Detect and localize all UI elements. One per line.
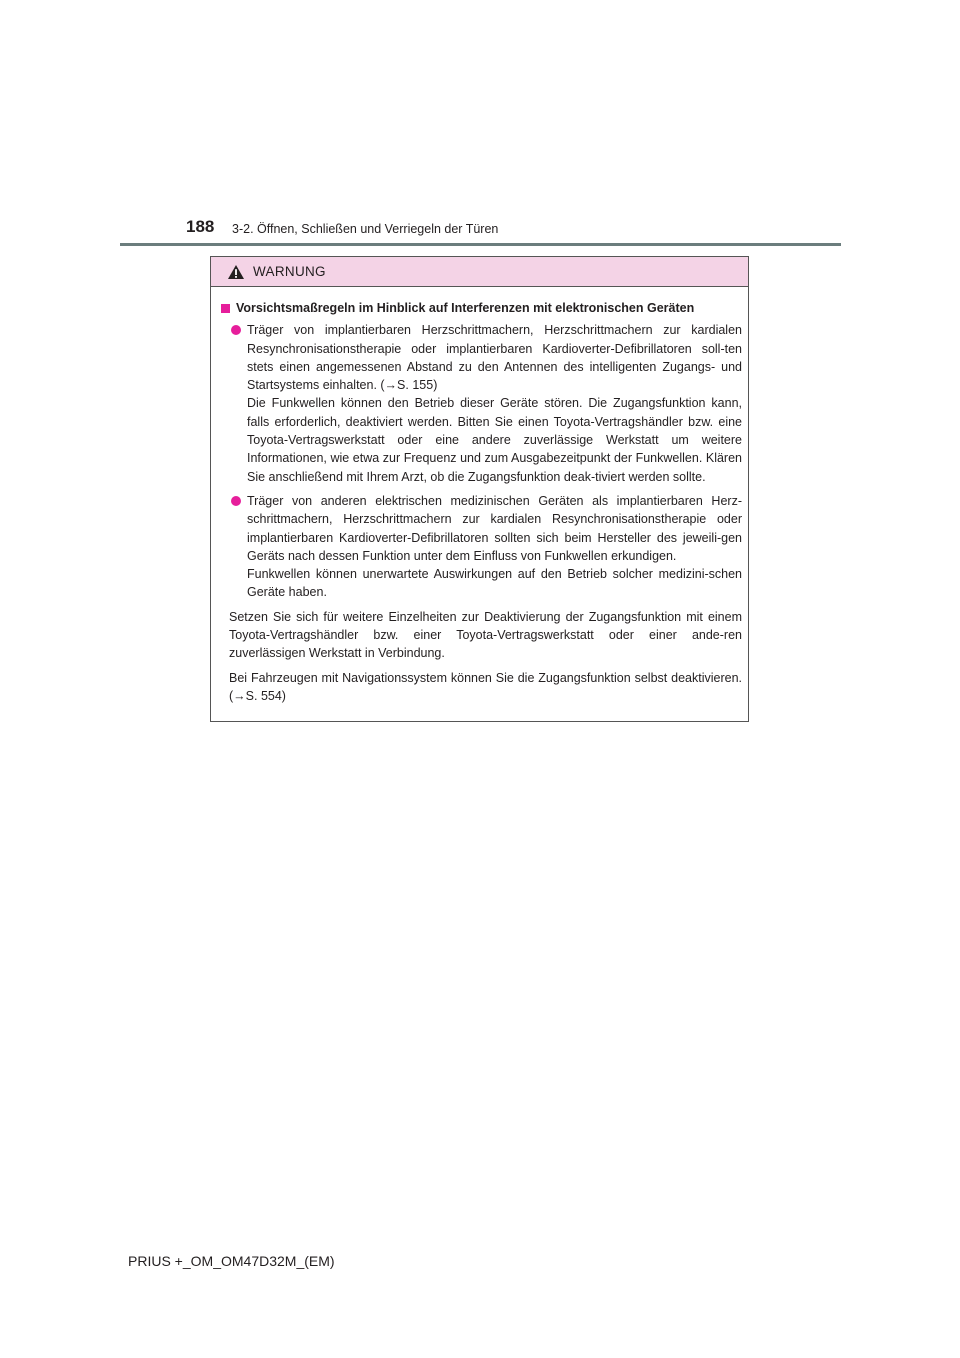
- warning-box: [210, 256, 749, 722]
- list-item: [231, 492, 742, 602]
- section-title: 3-2. Öffnen, Schließen und Verriegeln der Türen: [232, 222, 499, 236]
- warning-header: [211, 257, 748, 287]
- list-item-paragraph: Träger von anderen elektrischen medizinischen Geräten als implantierbaren Herz-schrittmachern, Herzschrittmachern zur kardialen Resynchronisationstherapie oder implantierbaren Kardioverter-Defibrillatoren sollten sich beim Hersteller des jeweili-gen Geräts nach dessen Funktion unter dem Einfluss von Funkwellen erkundigen.: [247, 493, 742, 563]
- list-item-paragraph: Die Funkwellen können den Betrieb dieser Geräte stören. Die Zugangsfunktion kann, falls erforderlich, deaktiviert werden. Bitten Sie einen Toyota-Vertragshändler bzw. eine Toyota-Vertragswerkstatt oder eine andere zuverlässige Werkstatt um weitere Informationen, wie etwa zur Frequenz und zum Ausgabezeitpunkt der Funkwellen. Klären Sie anschließend mit Ihrem Arzt, ob die Zugangsfunktion deak-tiviert werden sollte.: [247, 396, 742, 484]
- header-rule: [120, 243, 841, 246]
- list-item: [231, 321, 742, 486]
- warning-body: [211, 287, 748, 705]
- square-bullet-icon: [221, 304, 230, 313]
- round-bullet-icon: [231, 325, 241, 335]
- warning-title: WARNUNG: [253, 264, 326, 279]
- round-bullet-icon: [231, 496, 241, 506]
- page-number: 188: [186, 217, 215, 236]
- warning-triangle-icon: [227, 264, 245, 280]
- document-id: PRIUS +_OM_OM47D32M_(EM): [128, 1253, 335, 1269]
- list-item-paragraph: Funkwellen können unerwartete Auswirkungen auf den Betrieb solcher medizini-schen Geräte haben.: [247, 567, 742, 600]
- body-paragraph: Bei Fahrzeugen mit Navigationssystem können Sie die Zugangsfunktion selbst deaktivieren. (→S. 554): [229, 670, 742, 703]
- list-item-text: [247, 321, 742, 486]
- list-item-paragraph: Träger von implantierbaren Herzschrittmachern, Herzschrittmachern zur kardialen Resynchronisationstherapie oder implantierbaren Kardioverter-Defibrillatoren soll-ten stets einen angemessenen Abstand zu den Antennen des intelligenten Zugangs- und Startsystems einhalten. (→S. 155): [247, 323, 742, 393]
- body-paragraph: Setzen Sie sich für weitere Einzelheiten zur Deaktivierung der Zugangsfunktion mit einem Toyota-Vertragshändler bzw. einer Toyota-Vertragswerkstatt oder einer ande-ren zuverlässigen Werkstatt in Verbindung.: [229, 609, 742, 661]
- precaution-heading-text: Vorsichtsmaßregeln im Hinblick auf Interferenzen mit elektronischen Geräten: [236, 301, 695, 315]
- precaution-heading: [221, 299, 742, 317]
- list-item-text: [247, 492, 742, 602]
